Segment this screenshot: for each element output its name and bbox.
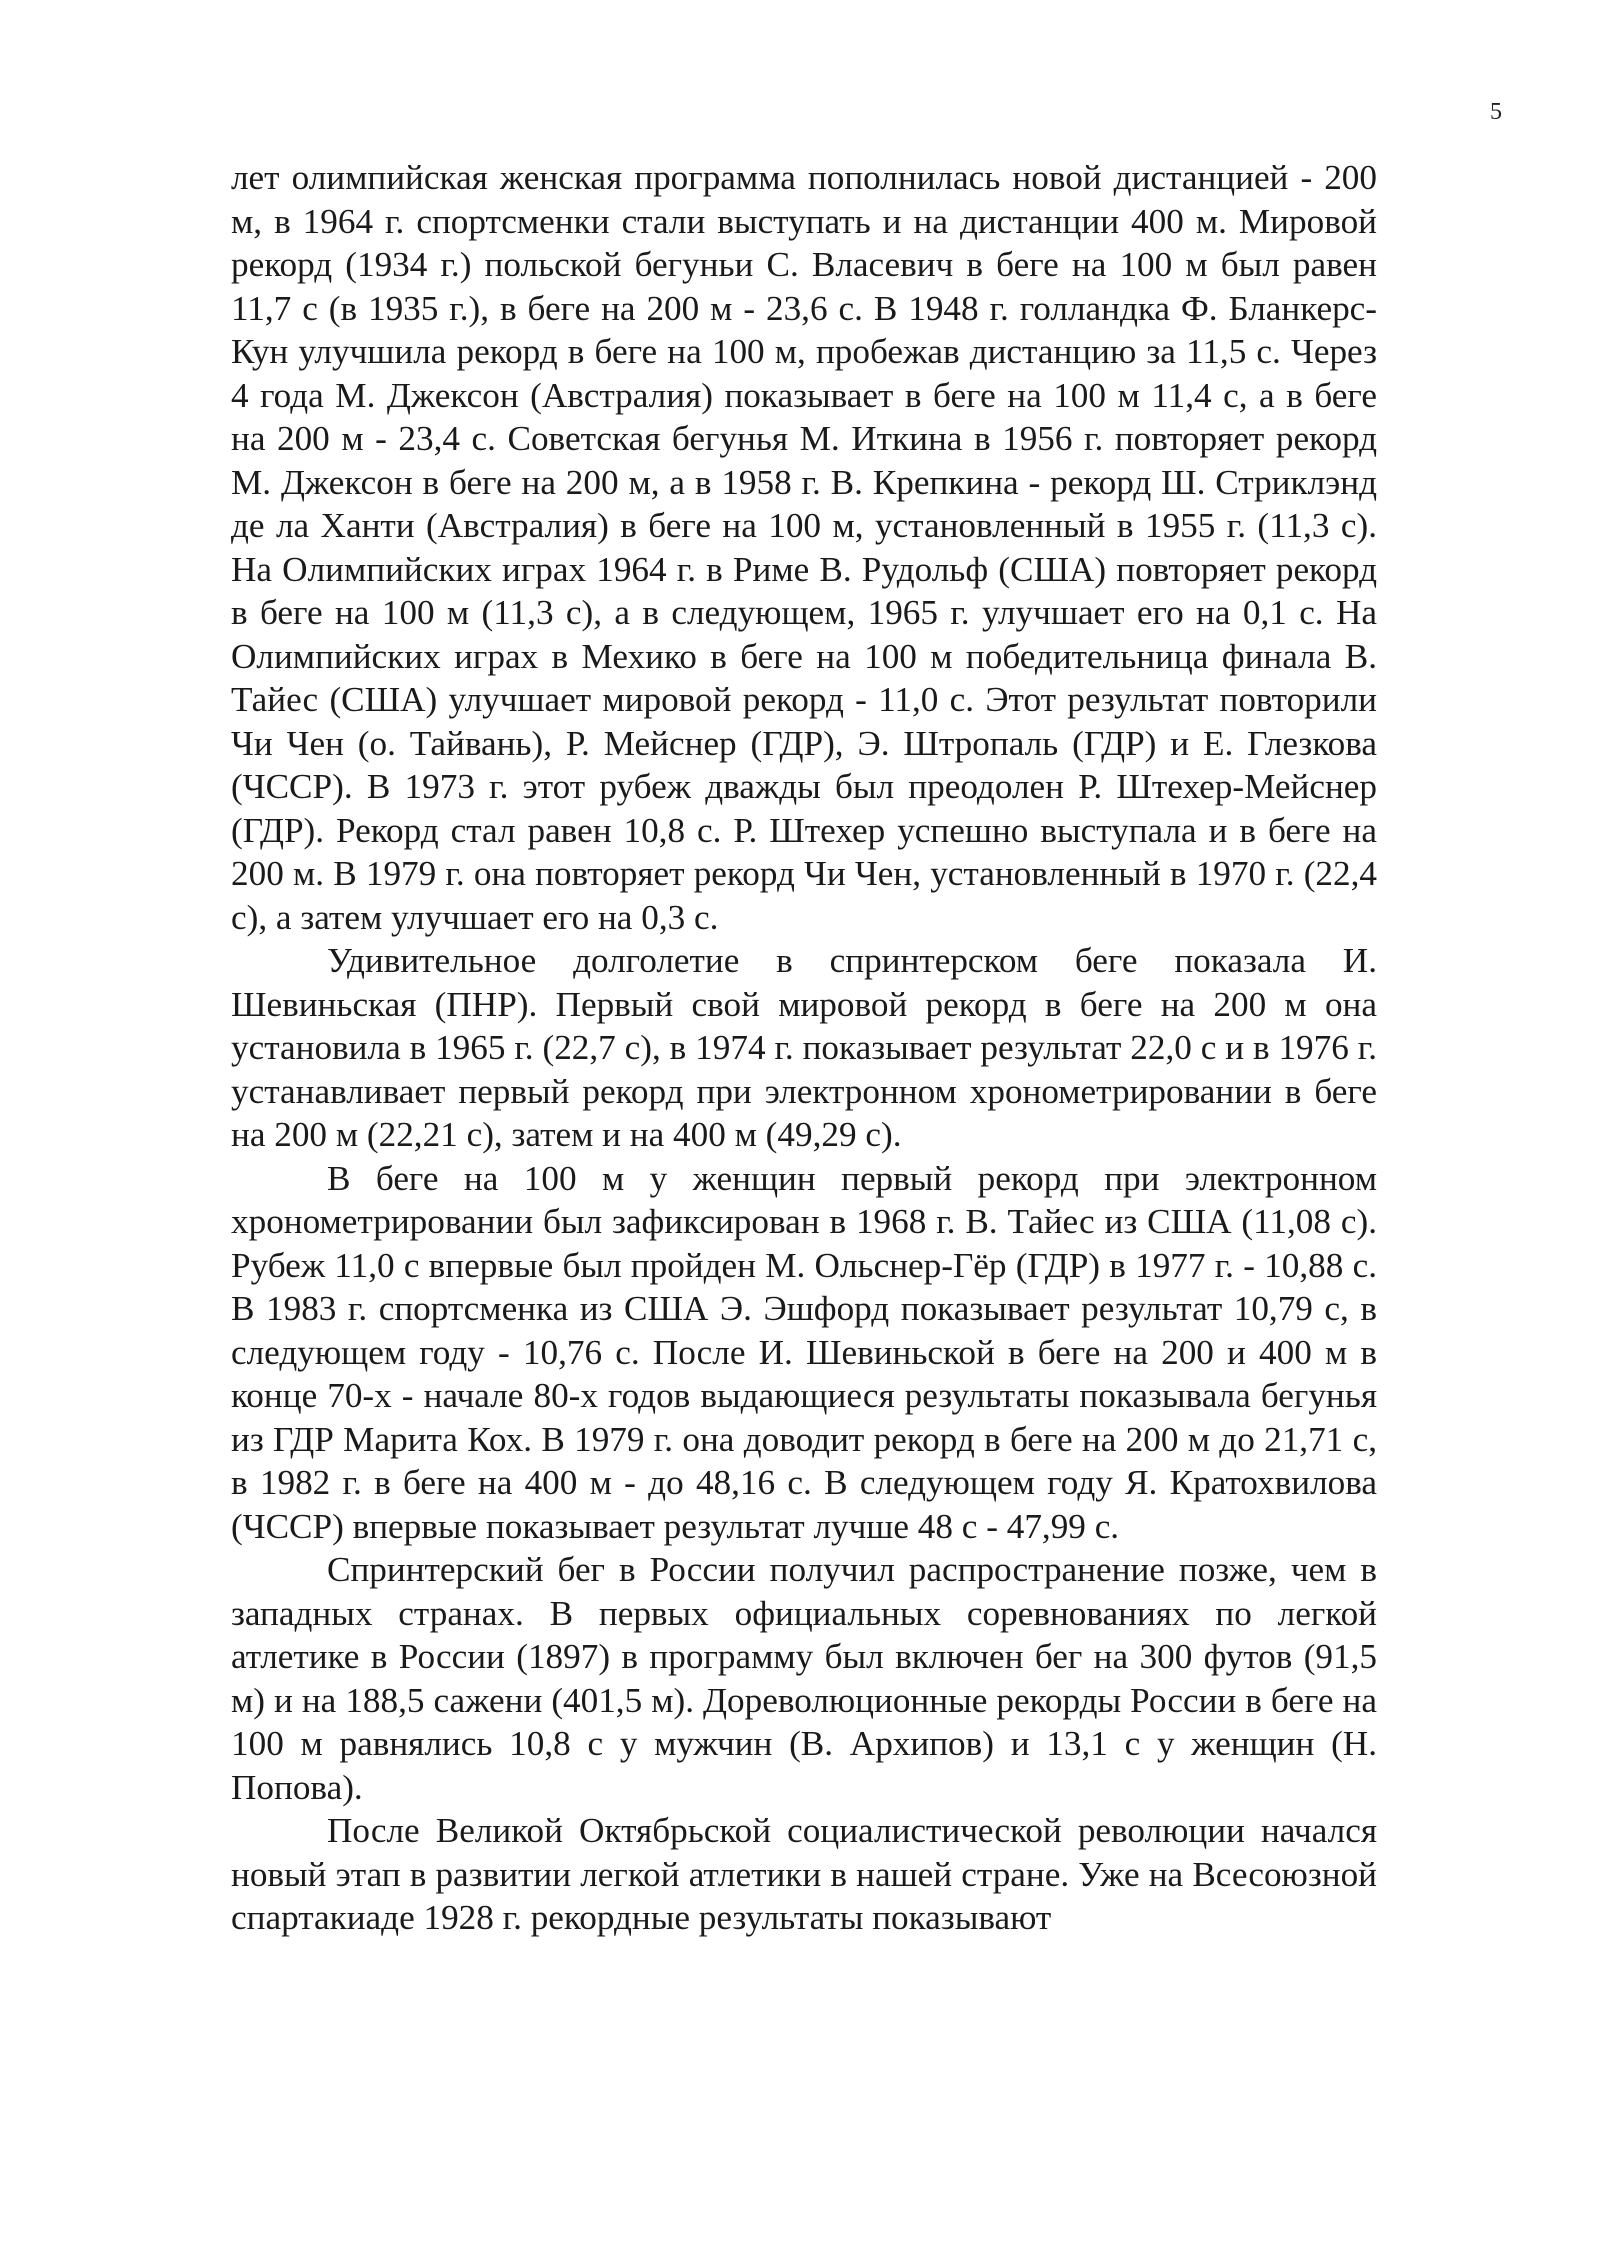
paragraph-continuation: лет олимпийская женская программа пополнилась новой дистанцией - 200 м, в 1964 г. спортсменки стали выступать и на дистанции 400 м. Мировой рекорд (1934 г.) польской бегуньи С. Власевич в беге на 100 м был равен 11,7 с (в 1935 г.), в беге на 200 м - 23,6 с. В 1948 г. голландка Ф. Бланкерс-Кун улучшила рекорд в беге на 100 м, пробежав дистанцию за 11,5 с. Через 4 года М. Джексон (Австралия) показывает в беге на 100 м 11,4 с, а в беге на 200 м - 23,4 с. Советская бегунья М. Иткина в 1956 г. повторяет рекорд М. Джексон в беге на 200 м, а в 1958 г. В. Крепкина - рекорд Ш. Стриклэнд де ла Ханти (Австралия) в беге на 100 м, установленный в 1955 г. (11,3 с). На Олимпийских играх 1964 г. в Риме В. Рудольф (США) повторяет рекорд в беге на 100 м (11,3 с), а в следующем, 1965 г. улучшает его на 0,1 с. На Олимпийских играх в Мехико в беге на 100 м победительница финала В. Тайес (США) улучшает мировой рекорд - 11,0 с. Этот результат повторили Чи Чен (о. Тайвань), Р. Мейснер (ГДР), Э. Штропаль (ГДР) и Е. Глезкова (ЧССР). В 1973 г. этот рубеж дважды был преодолен Р. Штехер-Мейснер (ГДР). Рекорд стал равен 10,8 с. Р. Штехер успешно выступала и в беге на 200 м. В 1979 г. она повторяет рекорд Чи Чен, установленный в 1970 г. (22,4 с), а затем улучшает его на 0,3 с. xyxy=(231,158,1377,937)
page-number: 5 xyxy=(1490,99,1502,125)
paragraph-shevinskaya: Удивительное долголетие в спринтерском беге показала И. Шевиньская (ПНР). Первый свой мировой рекорд в беге на 200 м она установила в 1965 г. (22,7 с), в 1974 г. показывает результат 22,0 с и в 1976 г. устанавливает первый рекорд при электронном хронометрировании в беге на 200 м (22,21 с), затем и на 400 м (49,29 с). xyxy=(231,941,1377,1154)
paragraph-after-revolution: После Великой Октябрьской социалистической революции начался новый этап в развитии легкой атлетики в нашей стране. Уже на Всесоюзной спартакиаде 1928 г. рекордные результаты показывают xyxy=(231,1811,1377,1937)
paragraph-sprint-russia: Спринтерский бег в России получил распространение позже, чем в западных странах. В первых официальных соревнованиях по легкой атлетике в России (1897) в программу был включен бег на 300 футов (91,5 м) и на 188,5 сажени (401,5 м). Дореволюционные рекорды России в беге на 100 м равнялись 10,8 с у мужчин (В. Архипов) и 13,1 с у женщин (Н. Попова). xyxy=(231,1550,1377,1807)
paragraph-electronic-timing: В беге на 100 м у женщин первый рекорд при электронном хронометрировании был зафиксирован в 1968 г. В. Тайес из США (11,08 с). Рубеж 11,0 с впервые был пройден М. Ольснер-Гёр (ГДР) в 1977 г. - 10,88 с. В 1983 г. спортсменка из США Э. Эшфорд показывает результат 10,79 с, в следующем году - 10,76 с. После И. Шевиньской в беге на 200 и 400 м в конце 70-х - начале 80-х годов выдающиеся результаты показывала бегунья из ГДР Марита Кох. В 1979 г. она доводит рекорд в беге на 200 м до 21,71 с, в 1982 г. в беге на 400 м - до 48,16 с. В следующем году Я. Кратохвилова (ЧССР) впервые показывает результат лучше 48 с - 47,99 с. xyxy=(231,1158,1377,1546)
document-body xyxy=(231,156,1377,1940)
